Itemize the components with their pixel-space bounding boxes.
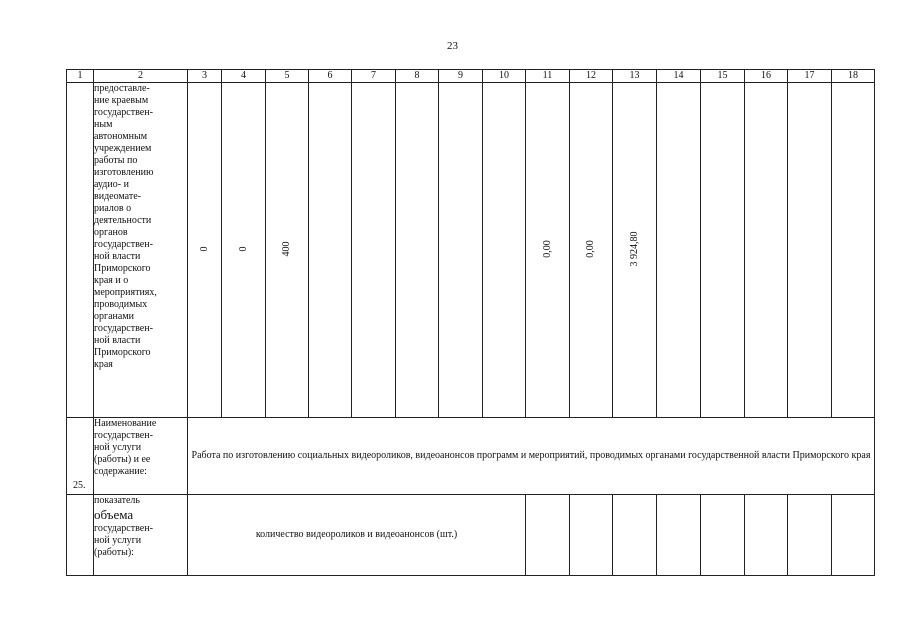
table-row	[67, 418, 875, 495]
text-line: края	[94, 359, 113, 370]
text-line: мероприятиях,	[94, 287, 157, 298]
text-line: изготовлению	[94, 167, 154, 178]
column-header: 1	[67, 70, 94, 83]
value-cell	[657, 83, 701, 418]
column-header: 13	[613, 70, 657, 83]
service-label-cell	[94, 418, 188, 495]
value-cell	[526, 495, 570, 576]
indicator-content: количество видеороликов и видеоанонсов (шт.)	[188, 495, 526, 576]
value-cell	[309, 83, 352, 418]
value-cell	[788, 495, 832, 576]
text-line: органами	[94, 311, 135, 322]
service-content: Работа по изготовлению социальных видеороликов, видеоанонсов программ и мероприятий, проводимых органами государственной власти Приморского края	[188, 418, 875, 495]
text-line: органов	[94, 227, 128, 238]
budget-table	[66, 69, 875, 576]
text-line: предоставле-	[94, 83, 150, 94]
text-line: объема	[94, 507, 134, 522]
text-line: государствен-	[94, 239, 153, 250]
text-line: Приморского	[94, 347, 151, 358]
value-cell	[657, 495, 701, 576]
row-number: 25.	[67, 418, 94, 495]
column-header: 7	[352, 70, 396, 83]
text-line: Наименование	[94, 418, 157, 429]
value-cell	[570, 83, 613, 418]
column-header: 8	[396, 70, 439, 83]
value-cell	[439, 83, 483, 418]
column-header: 12	[570, 70, 613, 83]
text-line: видеомате-	[94, 191, 141, 202]
text-line: (работы):	[94, 546, 134, 558]
value-cell	[396, 83, 439, 418]
value-col4: 0	[237, 246, 249, 252]
text-line: риалов о	[94, 203, 132, 214]
value-cell	[352, 83, 396, 418]
indicator-label-cell	[94, 495, 188, 576]
column-header: 9	[439, 70, 483, 83]
column-header: 2	[94, 70, 188, 83]
text-line: проводимых	[94, 299, 148, 310]
value-cell	[788, 83, 832, 418]
text-line: государствен-	[94, 107, 153, 118]
value-cell	[701, 495, 745, 576]
column-header: 17	[788, 70, 832, 83]
column-header: 6	[309, 70, 352, 83]
value-col5: 400	[281, 241, 292, 257]
row-number-cell	[67, 495, 94, 576]
text-line: государствен-	[94, 522, 153, 534]
value-cell	[745, 83, 788, 418]
value-cell	[701, 83, 745, 418]
value-col12: 0,00	[585, 240, 596, 258]
value-cell	[266, 83, 309, 418]
column-header: 3	[188, 70, 222, 83]
text-line: показатель	[94, 495, 140, 506]
value-cell	[570, 495, 613, 576]
value-col3: 0	[198, 246, 210, 252]
text-line: ной власти	[94, 335, 141, 346]
text-line: содержание:	[94, 466, 147, 477]
value-cell	[526, 83, 570, 418]
text-line: работы по	[94, 155, 138, 166]
column-header: 10	[483, 70, 526, 83]
column-header: 16	[745, 70, 788, 83]
page-number: 23	[447, 40, 458, 52]
value-cell	[483, 83, 526, 418]
text-line: государствен-	[94, 430, 153, 441]
value-cell	[832, 495, 875, 576]
value-cell	[745, 495, 788, 576]
column-header: 11	[526, 70, 570, 83]
text-line: (работы) и ее	[94, 454, 151, 465]
value-cell	[188, 83, 222, 418]
value-col13: 3 924,80	[628, 231, 640, 267]
text-line: автономным	[94, 131, 148, 142]
value-cell	[832, 83, 875, 418]
text-line: государствен-	[94, 323, 153, 334]
column-header: 18	[832, 70, 875, 83]
text-line: Приморского	[94, 263, 151, 274]
value-cell	[613, 83, 657, 418]
text-line: ние краевым	[94, 95, 149, 106]
text-line: деятельности	[94, 215, 152, 226]
text-line: ной услуги	[94, 534, 142, 546]
table-row	[67, 83, 875, 418]
text-line: ной власти	[94, 251, 141, 262]
text-line: аудио- и	[94, 179, 129, 190]
column-header: 4	[222, 70, 266, 83]
column-header-row	[67, 70, 875, 83]
value-cell	[613, 495, 657, 576]
value-cell	[222, 83, 266, 418]
text-line: ной услуги	[94, 442, 142, 453]
row-number-cell	[67, 83, 94, 418]
table-row	[67, 495, 875, 576]
column-header: 5	[266, 70, 309, 83]
column-header: 14	[657, 70, 701, 83]
description-cell	[94, 83, 188, 418]
text-line: края и о	[94, 275, 129, 286]
text-line: учреждением	[94, 143, 152, 154]
value-col11: 0,00	[541, 240, 553, 258]
text-line: ным	[94, 119, 113, 130]
column-header: 15	[701, 70, 745, 83]
